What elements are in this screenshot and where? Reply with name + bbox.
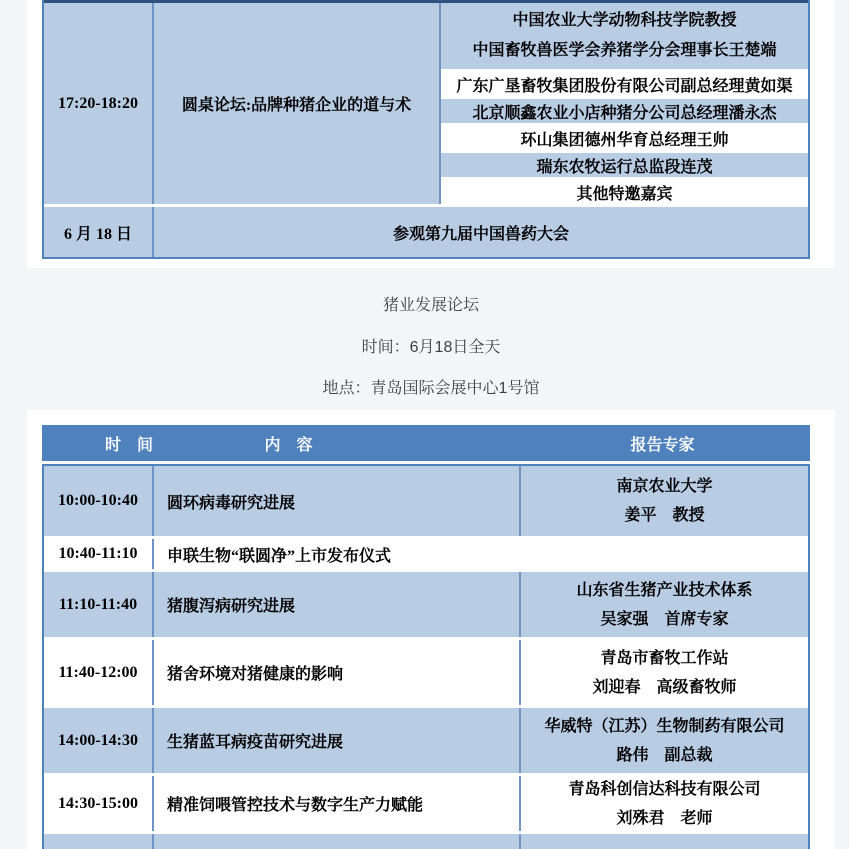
expert-line: 刘迎春 高级畜牧师 (592, 678, 737, 696)
guest-line: 中国畜牧兽医学会养猪学分会理事长王楚端 (472, 42, 777, 59)
table2-body (42, 464, 810, 849)
content-block-top (27, 0, 835, 268)
table-row (44, 637, 808, 705)
agenda-table-2 (42, 425, 810, 849)
guest-row: 北京顺鑫农业小店种猪分公司总经理潘永杰 (441, 96, 808, 123)
guest-row: 广东广垦畜牧集团股份有限公司副总经理黄如渠 (441, 69, 808, 96)
roundtable-row (44, 3, 808, 204)
expert-line: 姜平 教授 (624, 507, 705, 524)
expert-line: 刘殊君 老师 (616, 809, 713, 827)
guest-row: 环山集团德州华育总经理王帅 (441, 123, 808, 150)
roundtable-time: 17:20-18:20 (58, 94, 138, 112)
row-time: 10:40-11:10 (44, 539, 154, 569)
roundtable-topic: 圆桌论坛:品牌种猪企业的道与术 (181, 97, 412, 114)
row-time (44, 834, 154, 849)
june18-date-cell (44, 207, 154, 257)
row-time: 10:00-10:40 (44, 466, 154, 536)
roundtable-time-cell (44, 3, 154, 204)
row-content: 猪舍环境对猪健康的影响 (154, 640, 521, 705)
june18-row (44, 204, 808, 257)
row-content: 猪腹泻病研究进展 (154, 572, 521, 637)
row-time: 11:10-11:40 (44, 572, 154, 637)
row-content (154, 834, 521, 849)
june18-activity-cell (154, 207, 808, 257)
roundtable-guests-column (441, 3, 808, 204)
table-row-clipped (44, 831, 808, 849)
row-expert (521, 708, 808, 773)
table-row (44, 705, 808, 773)
row-expert (521, 776, 808, 831)
header-content-label: 内 容 (264, 436, 313, 454)
row-time: 11:40-12:00 (44, 640, 154, 705)
header-expert-label: 报告专家 (630, 436, 695, 454)
forum-info (27, 268, 835, 410)
table-row (44, 773, 808, 831)
expert-line: 吴家强 首席专家 (600, 610, 729, 628)
expert-line: 山东省生猪产业技术体系 (576, 581, 753, 599)
guest-row: 其他特邀嘉宾 (441, 177, 808, 204)
expert-line: 路伟 副总裁 (616, 746, 713, 764)
header-expert-cell (525, 425, 810, 461)
expert-line: 青岛科创信达科技有限公司 (568, 780, 761, 798)
table-row (44, 569, 808, 637)
row-expert (521, 640, 808, 705)
june18-date: 6 月 18 日 (63, 225, 132, 243)
table2-header-row (42, 425, 810, 461)
forum-venue: 地点：青岛国际会展中心1号馆 (322, 380, 540, 397)
row-time: 14:30-15:00 (44, 776, 154, 831)
row-content: 圆环病毒研究进展 (154, 466, 521, 536)
agenda-table-1 (42, 0, 810, 259)
row-content: 生猪蓝耳病疫苗研究进展 (154, 708, 521, 773)
guest-line: 中国农业大学动物科技学院教授 (512, 12, 737, 29)
row-time: 14:00-14:30 (44, 708, 154, 773)
row-expert (521, 572, 808, 637)
june18-activity: 参观第九届中国兽药大会 (392, 225, 569, 243)
row-content: 申联生物“联圆净”上市发布仪式 (167, 547, 392, 565)
content-block-bottom (27, 410, 835, 849)
row-expert (521, 466, 808, 536)
expert-line: 华威特（江苏）生物制药有限公司 (544, 717, 785, 735)
header-content-cell (156, 425, 525, 461)
expert-line: 青岛市畜牧工作站 (600, 649, 729, 667)
guest-row (441, 3, 808, 69)
table-row (44, 466, 808, 536)
forum-title: 猪业发展论坛 (382, 297, 479, 314)
roundtable-topic-cell (154, 3, 441, 204)
expert-line: 南京农业大学 (616, 478, 713, 495)
header-time-label: 时 间 (104, 436, 153, 454)
forum-time: 时间：6月18日全天 (361, 338, 501, 356)
header-time-cell (42, 425, 156, 461)
table-row (44, 536, 808, 569)
row-content: 精准饲喂管控技术与数字生产力赋能 (154, 776, 521, 831)
row-expert (521, 834, 808, 849)
guest-row: 瑞东农牧运行总监段连茂 (441, 150, 808, 177)
